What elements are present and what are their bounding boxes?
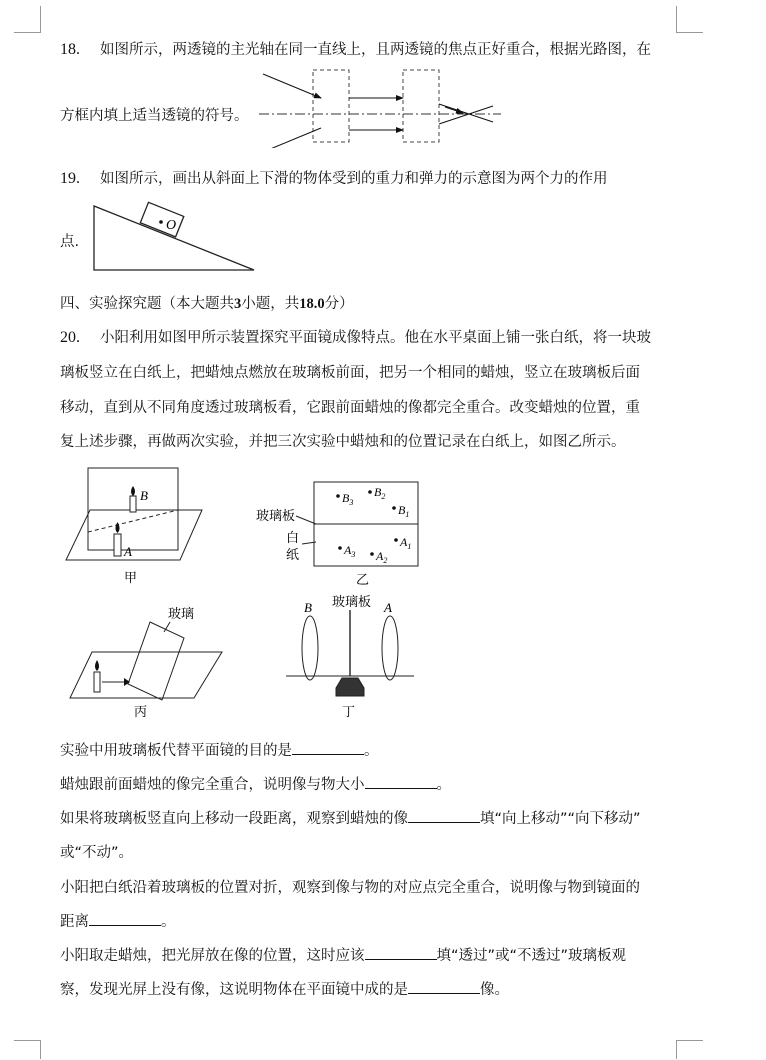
q19-text-2: 点. (60, 234, 80, 250)
page-corner-bottom-left (14, 1040, 41, 1059)
answer-blank-a[interactable] (292, 740, 364, 755)
yi-label-a3: $A_3$ (344, 543, 356, 559)
section4-count: 3 (234, 296, 242, 312)
lens-box-1[interactable] (313, 70, 349, 142)
lens-box-2[interactable] (403, 70, 439, 142)
q19-number: 19. (60, 170, 80, 187)
yi-point-b1 (392, 506, 396, 510)
yi-point-a2 (370, 552, 374, 556)
yi-paper-label-1: 白 (286, 531, 300, 546)
yi-glass-label: 玻璃板 (256, 509, 296, 524)
q20-line2 (60, 361, 640, 382)
q20-text-3: 移动，直到从不同角度透过玻璃板看，它跟前面蜡烛的像都完全重合。改变蜡烛的位置，重 (60, 400, 640, 416)
jia-flame-b (131, 486, 135, 496)
question-e (60, 944, 626, 965)
figure-ding (280, 592, 420, 722)
yi-label-a2: $A_2$ (376, 549, 388, 565)
page-corner-top-right (676, 6, 703, 33)
answer-blank-b[interactable] (365, 774, 437, 789)
question-e2-text: 察，发现光屏上没有像，这说明物体在平面镜中成的是 (60, 982, 408, 998)
bing-glass-label: 玻璃 (168, 607, 195, 622)
question-d (60, 876, 640, 897)
jia-label-b: B (140, 488, 148, 503)
answer-blank-d[interactable] (89, 911, 161, 926)
question-c-text: 如果将玻璃板竖直向上移动一段距离，观察到蜡烛的像 (60, 811, 408, 827)
point-o (159, 220, 163, 224)
q20-text-4: 复上述步骤，再做两次实验，并把三次实验中蜡烛和的位置记录在白纸上，如图乙所示。 (60, 434, 626, 450)
question-d-text: 小阳把白纸沿着玻璃板的位置对折，观察到像与物的对应点完全重合，说明像与物到镜面的 (60, 880, 640, 896)
figure-bing (66, 604, 226, 720)
question-a-text: 实验中用玻璃板代替平面镜的目的是 (60, 743, 292, 759)
question-e-end: 填“透过”或“不透过”玻璃板观 (436, 948, 627, 964)
bing-paper (70, 652, 222, 698)
ding-label-b: B (304, 600, 312, 615)
q18-line1 (60, 38, 651, 59)
ray-out-bottom (439, 106, 493, 124)
bing-glass (128, 622, 184, 700)
figure-jia (62, 462, 212, 587)
question-c2 (60, 841, 133, 862)
yi-point-a1 (394, 538, 398, 542)
jia-paper (66, 510, 202, 560)
question-a-end: 。 (364, 743, 379, 759)
yi-point-a3 (338, 546, 342, 550)
q19-line1 (60, 167, 608, 188)
ray-out-top (439, 104, 493, 122)
yi-label-b3: $B_3$ (342, 491, 354, 507)
answer-blank-c[interactable] (408, 808, 480, 823)
q18-text-1: 如图所示，两透镜的主光轴在同一直线上，且两透镜的焦点正好重合，根据光路图，在 (100, 42, 651, 58)
ray-out-arrow (445, 107, 463, 113)
question-d2 (60, 910, 176, 931)
jia-flame-a (116, 522, 120, 533)
point-o-label: O (166, 218, 177, 233)
question-e2-end: 像。 (480, 982, 509, 998)
section4-title (60, 292, 354, 313)
answer-blank-e[interactable] (365, 945, 437, 960)
jia-label-a: A (124, 544, 132, 559)
question-c2-text: 或“不动”。 (60, 845, 134, 861)
jia-candle-b (130, 496, 136, 512)
bing-candle (94, 672, 100, 692)
yi-point-b2 (368, 490, 372, 494)
q19-line2 (60, 230, 79, 251)
ding-label-a: A (384, 600, 392, 615)
q20-line1 (60, 326, 651, 347)
bing-caption: 丙 (134, 705, 148, 720)
question-c-end: 填“向上移动”“向下移动” (480, 811, 641, 827)
ding-candle-b (302, 616, 318, 680)
yi-paper-label-2: 纸 (286, 548, 300, 563)
question-b (60, 773, 451, 794)
ding-stand (336, 678, 364, 696)
ding-caption: 丁 (342, 705, 356, 720)
page-corner-top-left (14, 6, 41, 33)
q20-text-2: 璃板竖立在白纸上，把蜡烛点燃放在玻璃板前面，把另一个相同的蜡烛，竖立在玻璃板后面 (60, 365, 640, 381)
question-a (60, 739, 379, 760)
q20-line4 (60, 430, 626, 451)
section4-end: 分） (324, 296, 354, 312)
yi-label-b2: $B_2$ (374, 485, 386, 501)
yi-glass-pointer (296, 516, 316, 524)
section4-title-text: 四、实验探究题（本大题共 (60, 296, 234, 312)
yi-caption: 乙 (356, 573, 370, 588)
question-e2 (60, 978, 509, 999)
sliding-block (140, 202, 183, 237)
question-c (60, 807, 641, 828)
ding-candle-a (382, 616, 398, 680)
yi-label-b1: $B_1$ (398, 503, 410, 519)
q19-text-1: 如图所示，画出从斜面上下滑的物体受到的重力和弹力的示意图为两个力的作用 (100, 171, 608, 187)
yi-point-b3 (336, 494, 340, 498)
q18-number: 18. (60, 41, 80, 58)
figure-yi (252, 478, 427, 588)
section4-mid: 小题，共 (241, 296, 300, 312)
question-b-text: 蜡烛跟前面蜡烛的像完全重合，说明像与物大小 (60, 777, 365, 793)
section4-score: 18.0 (299, 296, 325, 312)
ray-in-bottom (263, 128, 321, 148)
jia-candle-a (114, 534, 121, 556)
q20-text-1: 小阳利用如图甲所示装置探究平面镜成像特点。他在水平桌面上铺一张白纸，将一块玻 (100, 330, 651, 346)
jia-glass-base (88, 510, 178, 532)
question-d2-text: 距离 (60, 914, 89, 930)
q20-number: 20. (60, 329, 80, 346)
ding-glass-label: 玻璃板 (332, 595, 372, 610)
question-d2-end: 。 (161, 914, 176, 930)
q18-lens-diagram (255, 64, 505, 148)
ray-in-top (263, 74, 321, 98)
page-corner-bottom-right (676, 1040, 703, 1059)
answer-blank-f[interactable] (408, 979, 480, 994)
q19-incline-diagram (90, 196, 260, 274)
q18-text-2: 方框内填上适当透镜的符号。 (60, 108, 249, 124)
q20-line3 (60, 396, 640, 417)
question-b-end: 。 (436, 777, 451, 793)
question-e-text: 小阳取走蜡烛，把光屏放在像的位置，这时应该 (60, 948, 365, 964)
bing-flame (95, 660, 99, 671)
jia-caption: 甲 (124, 571, 138, 586)
q18-line2 (60, 104, 249, 125)
yi-label-a1: $A_1$ (400, 535, 412, 551)
